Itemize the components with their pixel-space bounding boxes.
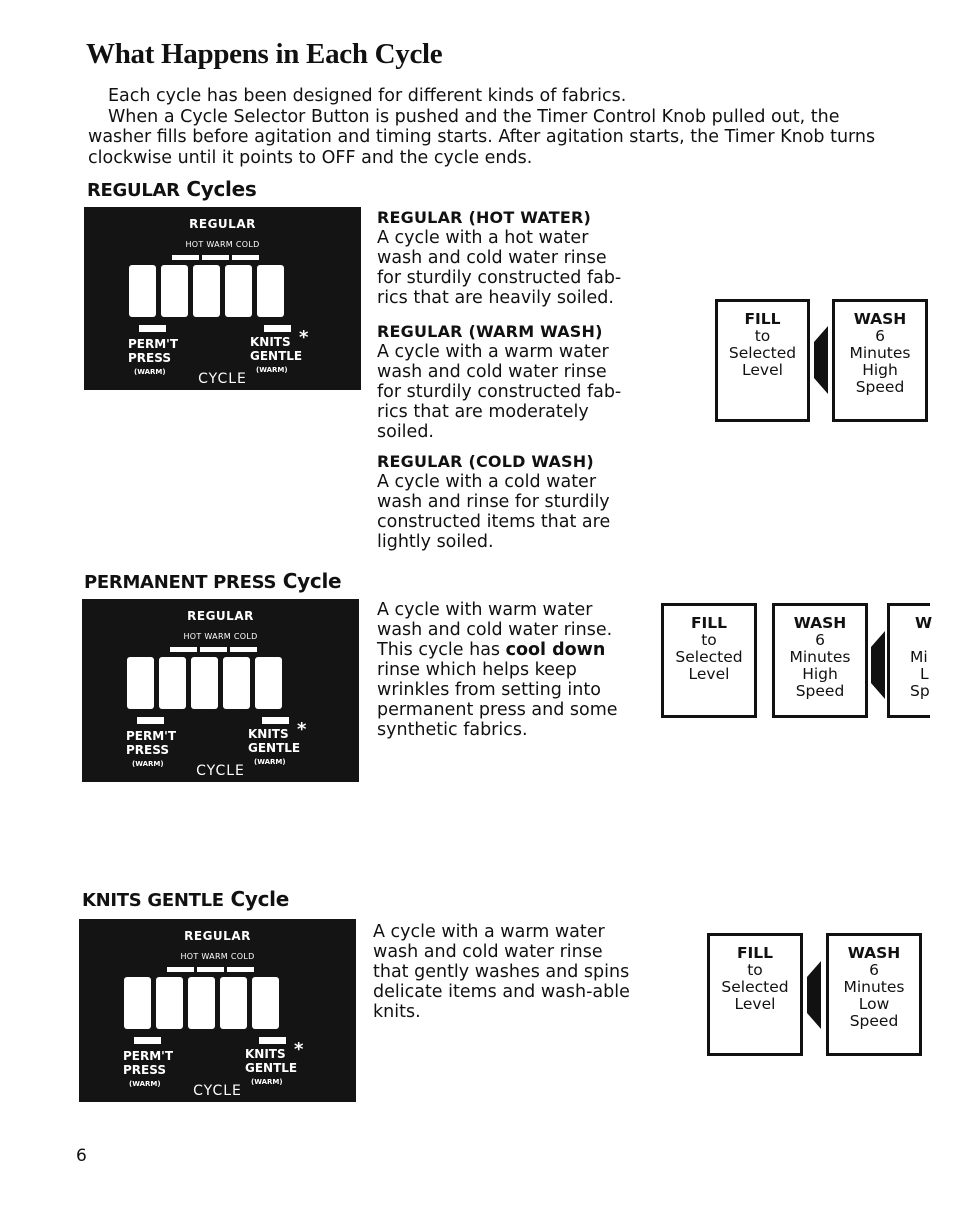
page-title: What Happens in Each Cycle (86, 38, 443, 70)
regular-cold-body: A cycle with a cold water wash and rinse for sturdily constructed items that are lightly soiled. (377, 472, 611, 552)
asterisk-icon: * (299, 327, 309, 348)
intro-line-1: Each cycle has been designed for different kinds of fabrics. (108, 86, 627, 106)
arrow-icon (812, 320, 832, 400)
fill-step-box: FILL to Selected Level (715, 299, 810, 422)
temp-indicators (167, 967, 254, 972)
control-panel-knits (79, 919, 356, 1102)
asterisk-icon: * (297, 719, 307, 740)
temp-indicators (170, 647, 257, 652)
panel-regular-label: REGULAR (187, 609, 254, 623)
regular-warm-body: A cycle with a warm water wash and cold water rinse for sturdily constructed fab-rics that are moderately soiled. (377, 342, 622, 442)
perm-press-label: PERM'T PRESS (WARM) (123, 1049, 174, 1088)
arrow-icon (869, 625, 889, 705)
panel-regular-label: REGULAR (184, 929, 251, 943)
knits-gentle-label: KNITS GENTLE (WARM) (245, 1047, 298, 1086)
fill-step-box: FILL to Selected Level (707, 933, 803, 1056)
knits-description: A cycle with a warm water wash and cold water rinse that gently washes and spins delicate items and wash-able knits. (373, 922, 630, 1022)
arrow-icon (805, 955, 825, 1035)
intro-line-2: When a Cycle Selector Button is pushed and the Timer Control Knob pulled out, the washer fills before agitation and timing starts. After agitation starts, the Timer Knob turns clockwise until it points to OFF and the cycle ends. (88, 106, 876, 168)
fill-step-box: FILL to Selected Level (661, 603, 757, 718)
regular-warm-title: REGULAR (WARM WASH) (377, 322, 603, 341)
perm-indicator (137, 717, 164, 724)
wash-step-box: WASH 6 Minutes High Speed (772, 603, 868, 718)
regular-hot-title: REGULAR (HOT WATER) (377, 208, 591, 227)
perm-indicator (134, 1037, 161, 1044)
panel-cycle-label: CYCLE (196, 763, 245, 779)
regular-descriptions (377, 208, 627, 552)
knits-gentle-label: KNITS GENTLE (WARM) (248, 727, 301, 766)
knits-indicator (264, 325, 291, 332)
cycle-selector-buttons (124, 977, 279, 1029)
knits-indicator (259, 1037, 286, 1044)
panel-temps-label: HOT WARM COLD (180, 952, 255, 961)
perm-press-label: PERM'T PRESS (WARM) (128, 337, 179, 376)
panel-regular-label: REGULAR (189, 217, 256, 231)
panel-cycle-label: CYCLE (198, 371, 247, 387)
asterisk-icon: * (294, 1039, 304, 1060)
permanent-press-heading: PERMANENT PRESS Cycle (84, 569, 342, 593)
knits-indicator (262, 717, 289, 724)
cycle-selector-buttons (129, 265, 284, 317)
perm-indicator (139, 325, 166, 332)
control-panel-permanent (82, 599, 359, 782)
regular-heading: REGULAR Cycles (87, 177, 257, 201)
knits-gentle-heading: KNITS GENTLE Cycle (82, 887, 289, 911)
regular-hot-body: A cycle with a hot water wash and cold water rinse for sturdily constructed fab-rics that are heavily soiled. (377, 228, 622, 308)
control-panel-regular (84, 207, 361, 390)
intro-text (88, 86, 878, 168)
wash-step-box: WASH 6 Minutes High Speed (832, 299, 928, 422)
panel-temps-label: HOT WARM COLD (185, 240, 260, 249)
temp-indicators (172, 255, 259, 260)
cool-down-emphasis: cool down (505, 640, 606, 660)
perm-press-label: PERM'T PRESS (WARM) (126, 729, 177, 768)
wash-step-box-cropped: W Mi L Sp (887, 603, 930, 718)
page-number: 6 (76, 1146, 87, 1166)
wash-step-box: WASH 6 Minutes Low Speed (826, 933, 922, 1056)
panel-temps-label: HOT WARM COLD (183, 632, 258, 641)
panel-cycle-label: CYCLE (193, 1083, 242, 1099)
permanent-description: A cycle with warm water wash and cold water rinse. This cycle has cool down rinse which helps keep wrinkles from setting into permanent press and some synthetic fabrics. (377, 600, 618, 740)
regular-cold-title: REGULAR (COLD WASH) (377, 452, 594, 471)
cycle-selector-buttons (127, 657, 282, 709)
knits-gentle-label: KNITS GENTLE (WARM) (250, 335, 303, 374)
